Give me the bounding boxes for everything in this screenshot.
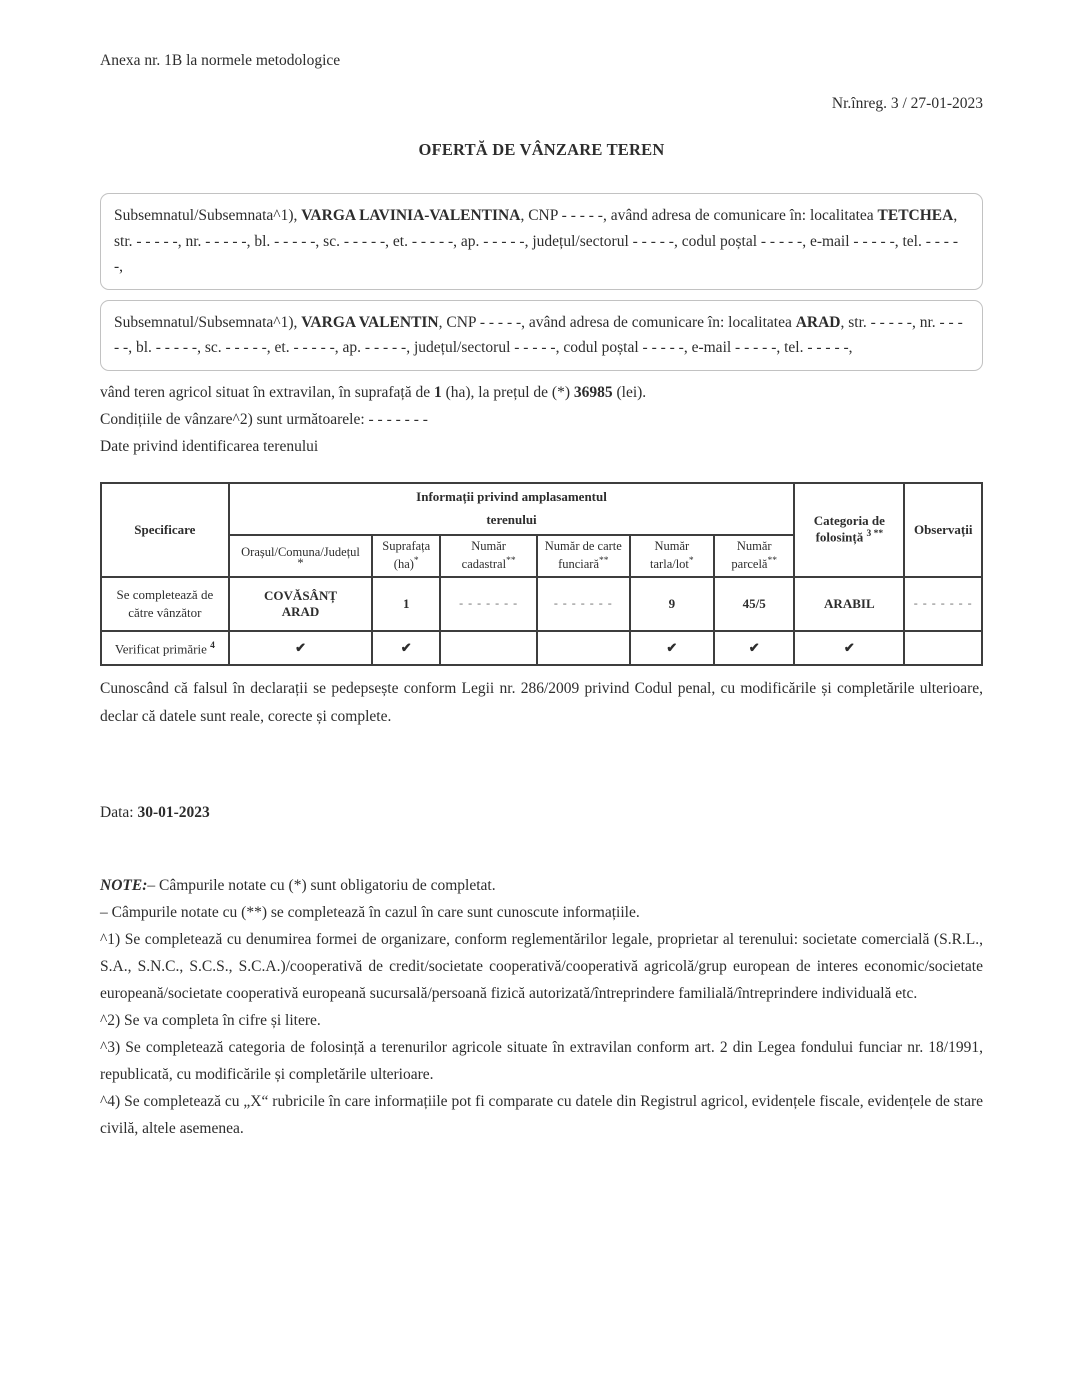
sale-price-value: 36985 (573, 383, 613, 401)
parcela-footnote-marker: ** (767, 555, 777, 566)
seller-1-address-segment: , str. - - - - -, nr. - - - - -, bl. - - - - -, sc. - - - - -, et. - - - - -, ap. - - - - -, județul/sectorul - - - - -, codul poștal - - - - -, e-mail - - - - -, tel. - - - - -, (114, 207, 958, 275)
sale-text-3: (lei). (612, 383, 647, 401)
date-value: 30-01-2023 (137, 803, 210, 821)
oras-label: Orașul/Comuna/Județul (241, 544, 360, 559)
city-line-1: COVĂSÂNȚ (264, 587, 338, 603)
cadastral-footnote-marker: ** (506, 555, 516, 566)
note-line-1 (100, 872, 983, 899)
check-mark-tarla: ✔ (630, 631, 715, 665)
seller-1-intro: Subsemnatul/Subsemnata^1), (114, 207, 302, 224)
sale-text-1: vând teren agricol situat în extravilan, în suprafață de (100, 383, 434, 401)
cell-suprafata-value: 1 (372, 577, 440, 631)
cell-categoria-value: ARABIL (794, 577, 904, 631)
sale-section (100, 379, 983, 460)
seller-2-intro: Subsemnatul/Subsemnata^1), (114, 313, 302, 331)
annex-label: Anexa nr. 1B la normele metodologice (100, 52, 341, 69)
check-mark-categoria: ✔ (794, 631, 904, 665)
categoria-footnote-marker: 3 ** (866, 529, 884, 540)
seller-2-cnp-segment: , CNP - - - - -, având adresa de comunicare în: localitatea (438, 313, 796, 331)
column-header-tarla-lot (630, 535, 715, 577)
seller-2-name: VARGA VALENTIN (301, 313, 439, 331)
check-cell-observatii-empty (904, 631, 982, 665)
page-title: OFERTĂ DE VÂNZARE TEREN (418, 140, 665, 159)
seller-1-paragraph (114, 203, 969, 280)
cell-tarla-value: 9 (630, 577, 715, 631)
check-cell-cadastral-empty (440, 631, 537, 665)
note-label: NOTE: (100, 876, 148, 894)
column-header-oras-comuna-judet (229, 535, 373, 577)
cell-parcela-value: 45/5 (714, 577, 794, 631)
oras-footnote-marker: * (297, 555, 304, 570)
column-header-carte-funciara (537, 535, 630, 577)
cell-observatii-value: - - - - - - - (904, 577, 982, 631)
column-header-suprafata (372, 535, 440, 577)
column-header-numar-cadastral (440, 535, 537, 577)
footnote-2: ^2) Se va completa în cifre și litere. (100, 1011, 321, 1029)
seller-box-2 (100, 300, 983, 371)
land-identification-table (100, 482, 983, 666)
sale-text-2: (ha), la prețul de (*) (441, 383, 574, 401)
footnote-1: ^1) Se completează cu denumirea formei de organizare, conform reglementărilor legale, proprietar al terenului: societate comercială (S.R.L., S.A., S.N.C., S.C.S., S.C.A.)/cooperativă de credit/societate cooperativă/cooperativă agricolă/grup european de interes economic/societate europeană/societate cooperativă europeană sucursală/persoană fizică autorizată/întreprindere familială/întreprindere individuală etc. (100, 930, 983, 1002)
check-mark-parcela: ✔ (714, 631, 794, 665)
tarla-footnote-marker: * (688, 555, 694, 566)
sale-statement (100, 379, 983, 406)
categoria-label: Categoria de folosință (813, 513, 885, 545)
cell-cadastral-value: - - - - - - - (440, 577, 537, 631)
seller-1-locality: TETCHEA (877, 207, 954, 224)
cell-city-value (229, 577, 373, 631)
suprafata-label: Suprafața (ha) (382, 538, 431, 572)
registration-number: Nr.înreg. 3 / 27-01-2023 (831, 95, 983, 112)
seller-2-paragraph (114, 310, 969, 361)
declaration-text: Cunoscând că falsul în declarații se pedepsește conform Legii nr. 286/2009 privind Codul penal, cu modificările și completările ulterioare, declar că datele sunt reale, corecte și complete. (100, 679, 983, 725)
group-header-line-1: Informații privind amplasamentul (416, 489, 607, 504)
column-header-categoria (794, 483, 904, 577)
seller-1-cnp-segment: , CNP - - - - -, având adresa de comunicare în: localitatea (520, 207, 878, 224)
column-header-observatii: Observații (904, 483, 982, 577)
date-line (100, 804, 983, 822)
parcela-label: Număr parcelă (731, 538, 772, 572)
seller-2-locality: ARAD (795, 313, 841, 331)
verify-footnote-marker: 4 (210, 640, 215, 651)
table-row-verificat-primarie (101, 631, 982, 665)
seller-2-address-segment: , str. - - - - -, nr. - - - - -, bl. - - - - -, sc. - - - - -, et. - - - - -, ap. - - - - -, județul/sectorul - - - - -, codul poștal - - - - -, e-mail - - - - -, tel. - - - - -, (114, 313, 963, 356)
carte-funciara-label: Număr de carte funciară (544, 538, 622, 572)
footnote-3: ^3) Se completează categoria de folosință a terenurilor agricole situate în extravilan conform art. 2 din Legea fondului funciar nr. 18/1991, republicată, cu modificările și completările ulterioare. (100, 1038, 983, 1083)
column-group-header-amplasament (229, 483, 795, 535)
sale-conditions-line: Condițiile de vânzare^2) sunt următoarele: - - - - - - - (100, 410, 428, 428)
cell-carte-funciara-value: - - - - - - - (537, 577, 630, 631)
suprafata-footnote-marker: * (413, 555, 419, 566)
identification-heading: Date privind identificarea terenului (100, 437, 319, 455)
check-mark-oras: ✔ (229, 631, 373, 665)
date-label: Data: (100, 803, 138, 821)
group-header-line-2: terenului (486, 512, 537, 527)
sale-area-value: 1 (433, 383, 442, 401)
column-header-parcela (714, 535, 794, 577)
seller-box-1 (100, 193, 983, 290)
verify-label-text: Verificat primărie (114, 641, 207, 657)
check-mark-suprafata: ✔ (372, 631, 440, 665)
column-header-specificare: Specificare (101, 483, 229, 577)
seller-row-label: Se completează de către vânzător (101, 577, 229, 631)
footnote-4: ^4) Se completează cu „X“ rubricile în care informațiile pot fi comparate cu datele din Registrul agricol, evidențele fiscale, evidențele de stare civilă, altele asemenea. (100, 1092, 983, 1137)
note-1-text: – Câmpurile notate cu (*) sunt obligatoriu de completat. (147, 876, 496, 894)
city-line-2: ARAD (281, 603, 320, 619)
verify-row-label (101, 631, 229, 665)
tarla-label: Număr tarla/lot (650, 538, 690, 572)
table-row-seller (101, 577, 982, 631)
carte-funciara-footnote-marker: ** (599, 555, 609, 566)
notes-section (100, 872, 983, 1142)
check-cell-carte-funciara-empty (537, 631, 630, 665)
seller-1-name: VARGA LAVINIA-VALENTINA (301, 207, 521, 224)
note-line-2: – Câmpurile notate cu (**) se completează în cazul în care sunt cunoscute informațiile. (100, 903, 640, 921)
cadastral-label: Număr cadastral (461, 538, 507, 572)
